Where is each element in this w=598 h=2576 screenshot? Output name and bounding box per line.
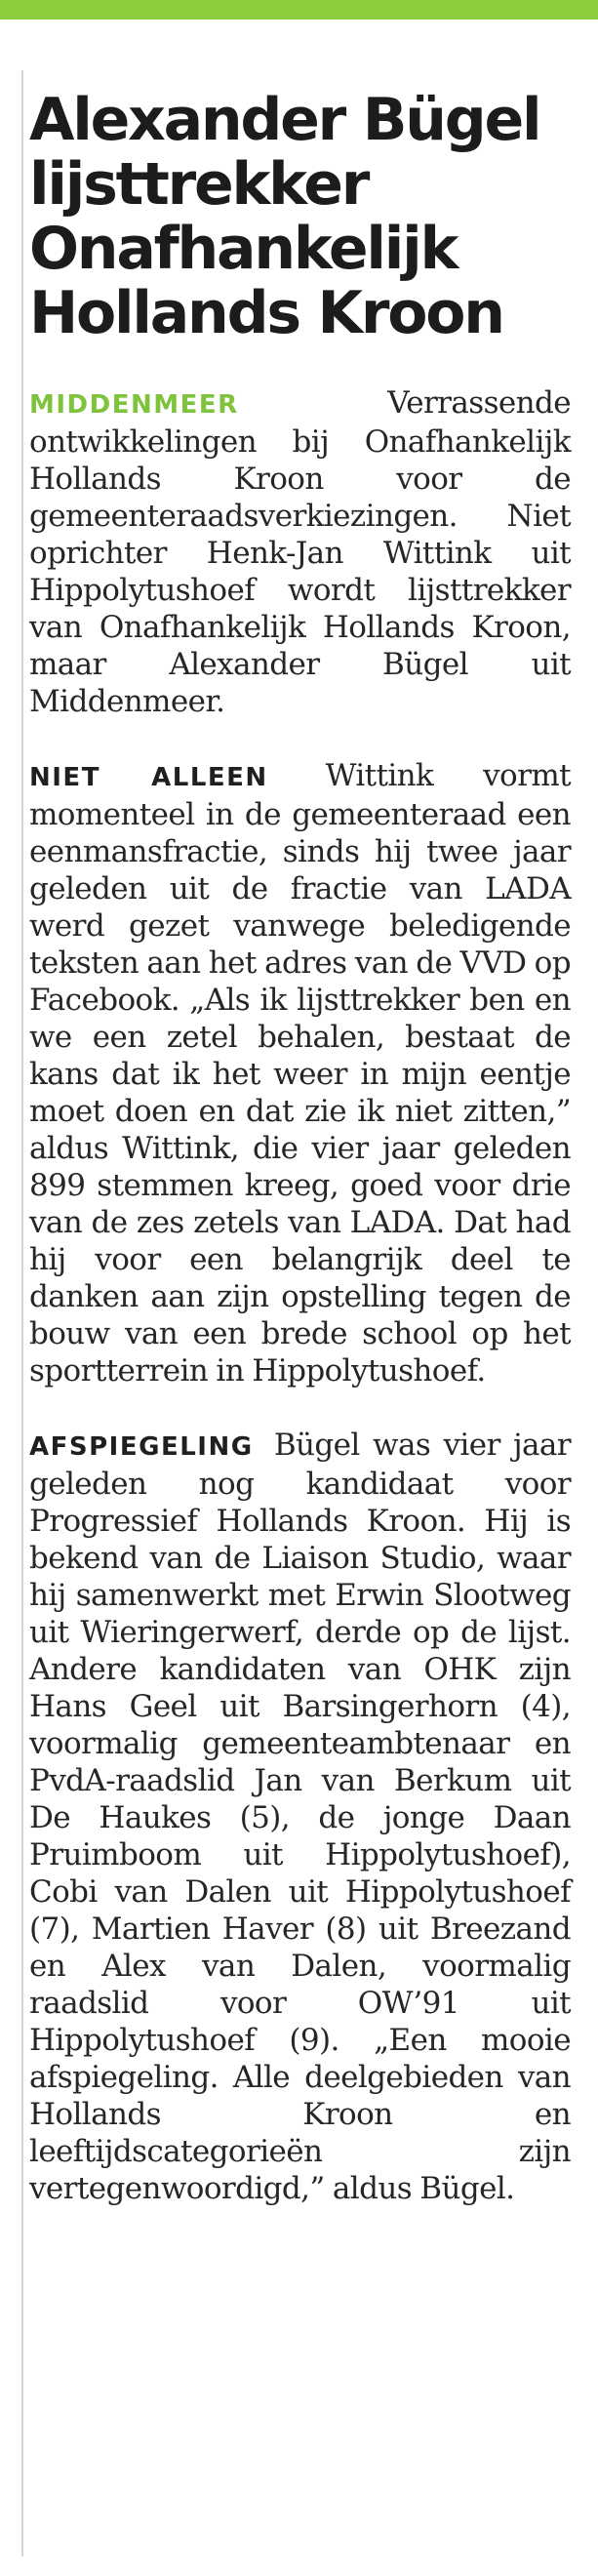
accent-bar: [0, 0, 598, 20]
headline-line: Onafhankelijk: [29, 215, 458, 283]
section-kicker: NIET ALLEEN: [29, 763, 268, 792]
headline-line: Alexander Bügel: [29, 86, 540, 154]
lead-text: Verrassende ontwikkelingen bij Onafhankelijk Hollands Kroon voor de gemeenteraadsverkiezingen. Niet oprichter Henk-Jan Wittink uit Hippolytushoef wordt lijsttrekker van Onafhankelijk Hollands Kroon, maar Alexander Bügel uit Middenmeer.: [29, 385, 571, 719]
section-kicker: AFSPIEGELING: [29, 1432, 254, 1462]
article-headline: [29, 88, 571, 345]
headline-line: Hollands Kroon: [29, 279, 503, 347]
section-paragraph: [29, 757, 571, 1389]
section-text: Wittink vormt momenteel in de gemeenteraad een eenmansfractie, sinds hij twee jaar geleden uit de fractie van LADA werd gezet vanwege beledigende teksten aan het adres van de VVD op Facebook. „Als ik lijsttrekker ben en we een zetel behalen, bestaat de kans dat ik het weer in mijn eentje moet doen en dat zie ik niet zitten,” aldus Wittink, die vier jaar geleden 899 stemmen kreeg, goed voor drie van de zes zetels van LADA. Dat had hij voor een belangrijk deel te danken aan zijn opstelling tegen de bouw van een brede school op het sportterrein in Hippolytushoef.: [29, 758, 571, 1389]
dateline-kicker: MIDDENMEER: [29, 390, 239, 420]
column-rule: [21, 70, 23, 2556]
section-paragraph: [29, 1427, 571, 2207]
lead-paragraph: [29, 384, 571, 720]
news-article: [29, 88, 571, 2207]
headline-line: lijsttrekker: [29, 150, 369, 219]
section-text: Bügel was vier jaar geleden nog kandidaat voor Progressief Hollands Kroon. Hij is bekend van de Liaison Studio, waar hij samenwerkt met Erwin Slootweg uit Wieringerwerf, derde op de lijst. Andere kandidaten van OHK zijn Hans Geel uit Barsingerhorn (4), voormalig gemeenteambtenaar en PvdA-raadslid Jan van Berkum uit De Haukes (5), de jonge Daan Pruimboom uit Hippolytushoef), Cobi van Dalen uit Hippolytushoef (7), Martien Haver (8) uit Breezand en Alex van Dalen, voormalig raadslid voor OW’91 uit Hippolytushoef (9). „Een mooie afspiegeling. Alle deelgebieden van Hollands Kroon en leeftijdscategorieën zijn vertegenwoordigd,” aldus Bügel.: [29, 1428, 571, 2206]
